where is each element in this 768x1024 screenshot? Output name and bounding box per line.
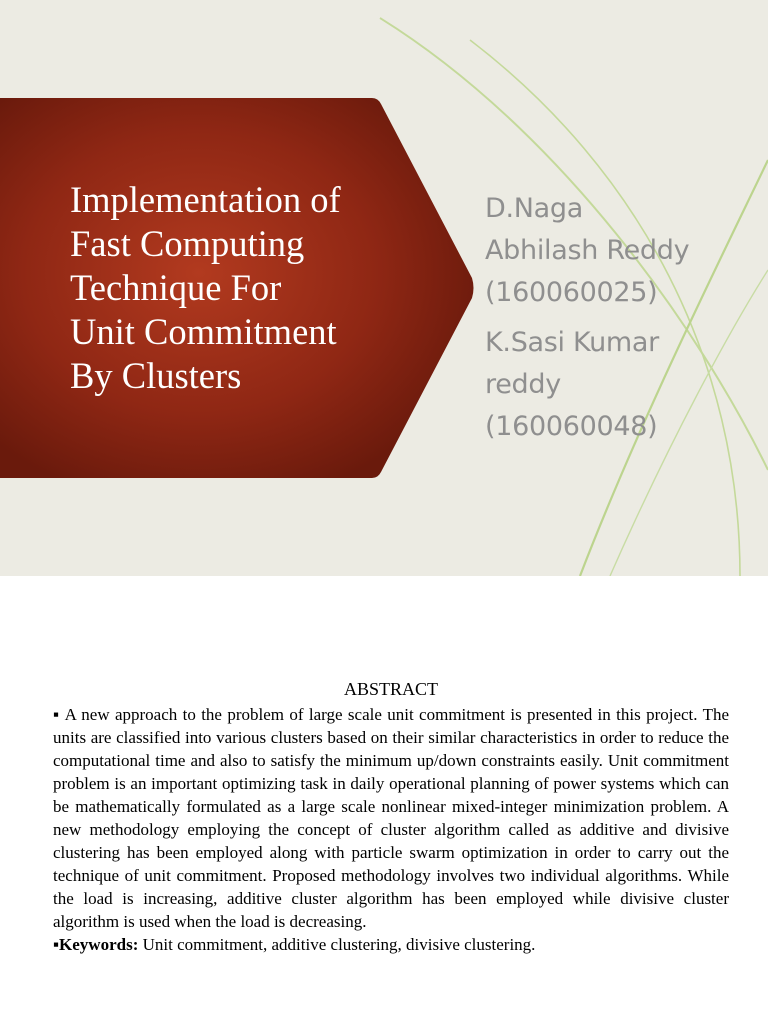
keywords-line [53, 933, 729, 956]
bullet-icon: ▪ [53, 705, 61, 724]
author-list [485, 188, 745, 456]
author-line: K.Sasi Kumar [485, 327, 659, 358]
title-line: Technique For [70, 267, 282, 308]
keywords-text: Unit commitment, additive clustering, divisive clustering. [142, 935, 536, 954]
abstract-paragraph [53, 703, 729, 933]
author-line: D.Naga [485, 193, 583, 224]
author-line: (160060025) [485, 277, 658, 308]
abstract-section [53, 676, 729, 956]
abstract-heading: ABSTRACT [343, 679, 439, 699]
slide-title [70, 178, 400, 398]
title-line: Implementation of [70, 179, 341, 220]
abstract-text: A new approach to the problem of large scale unit commitment is presented in this project. The units are classified into various clusters based on their similar characteristics in order to reduce the computational time and also to satisfy the minimum up/down constraints easily. Unit commitment problem is an important optimizing task in daily operational planning of power systems which can be mathematically formulated as a large scale nonlinear mixed-integer minimization problem. A new methodology employing the concept of cluster algorithm called as additive and divisive clustering has been employed along with particle swarm optimization in order to carry out the technique of unit commitment. Proposed methodology involves two individual algorithms. While the load is increasing, additive cluster algorithm has been employed while divisive cluster algorithm is used when the load is decreasing. [53, 705, 729, 931]
author-line: reddy [485, 369, 561, 400]
bullet-icon: ▪ [53, 935, 60, 954]
author-line: (160060048) [485, 411, 658, 442]
author-entry [485, 188, 745, 314]
author-line: Abhilash Reddy [485, 235, 690, 266]
title-line: Fast Computing [70, 223, 305, 264]
keywords-label: Keywords: [59, 935, 139, 954]
title-line: By Clusters [70, 355, 242, 396]
title-line: Unit Commitment [70, 311, 337, 352]
author-entry [485, 322, 745, 448]
